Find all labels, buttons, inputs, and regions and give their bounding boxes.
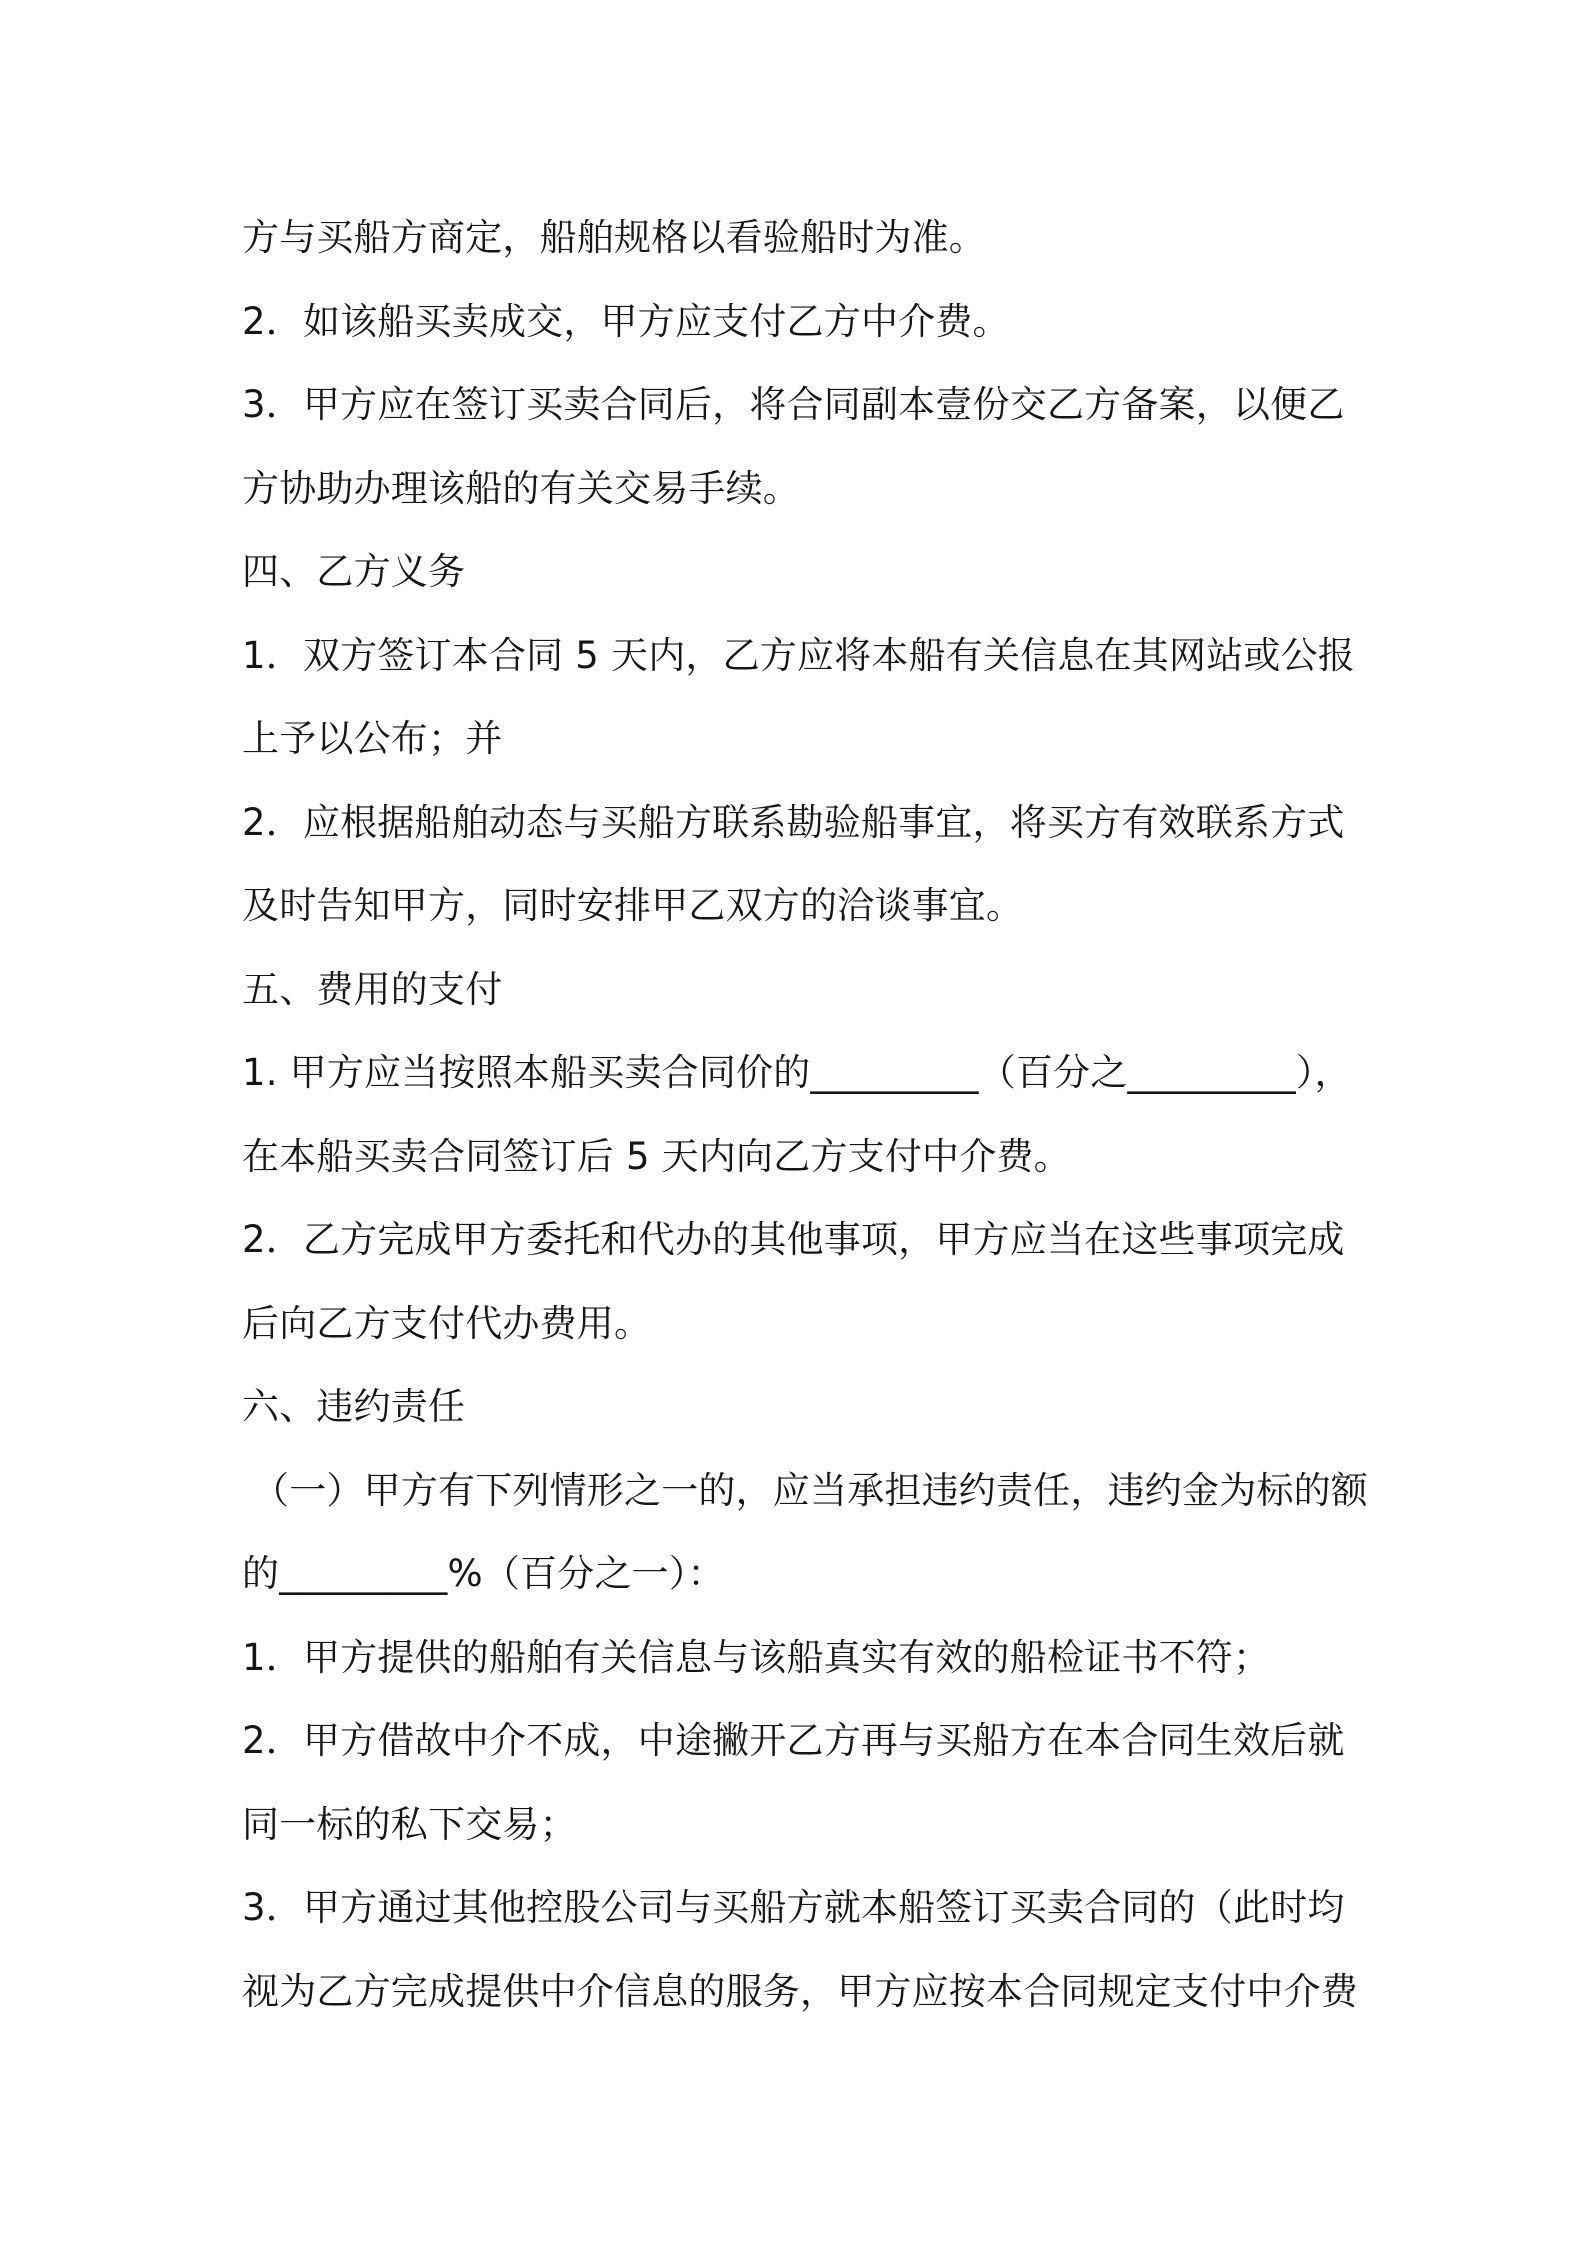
section-heading: 六、违约责任: [242, 1385, 466, 1428]
section-heading: 四、乙方义务: [242, 550, 466, 593]
paragraph-line: 3．甲方通过其他控股公司与买船方就本船签订买卖合同的（此时均: [242, 1886, 1345, 1929]
paragraph-line: 2．应根据船舶动态与买船方联系勘验船事宜，将买方有效联系方式: [242, 800, 1345, 844]
section-heading: 五、费用的支付: [242, 967, 503, 1011]
paragraph-line: 1. 甲方应当按照本船买卖合同价的_________（百分之_________），: [242, 1051, 1352, 1094]
paragraph-line: 2．乙方完成甲方委托和代办的其他事项，甲方应当在这些事项完成: [242, 1218, 1345, 1261]
paragraph-line: 2．如该船买卖成交，甲方应支付乙方中介费。: [242, 299, 1010, 343]
paragraph-line: 方协助办理该船的有关交易手续。: [242, 466, 800, 510]
paragraph-line: 后向乙方支付代办费用。: [242, 1301, 652, 1345]
paragraph-line: 3．甲方应在签订买卖合同后，将合同副本壹份交乙方备案，以便乙: [242, 383, 1345, 426]
paragraph-line: 的_________%（百分之一）：: [242, 1552, 725, 1595]
paragraph-line: 在本船买卖合同签订后 5 天内向乙方支付中介费。: [242, 1134, 1071, 1178]
paragraph-line: 1．双方签订本合同 5 天内，乙方应将本船有关信息在其网站或公报: [242, 633, 1356, 677]
paragraph-line: 2．甲方借故中介不成，中途撇开乙方再与买船方在本合同生效后就: [242, 1719, 1345, 1762]
paragraph-line: （一）甲方有下列情形之一的，应当承担违约责任，违约金为标的额: [252, 1468, 1368, 1512]
paragraph-line: 1．甲方提供的船舶有关信息与该船真实有效的船检证书不符；: [242, 1635, 1271, 1679]
paragraph-line: 及时告知甲方，同时安排甲乙双方的洽谈事宜。: [242, 884, 1024, 927]
paragraph-line: 方与买船方商定，船舶规格以看验船时为准。: [242, 216, 986, 259]
paragraph-line: 上予以公布；并: [242, 717, 503, 760]
document-body: [242, 196, 1368, 2033]
paragraph-line: 视为乙方完成提供中介信息的服务，甲方应按本合同规定支付中介费: [242, 1969, 1358, 2013]
paragraph-line: 同一标的私下交易；: [242, 1802, 577, 1846]
